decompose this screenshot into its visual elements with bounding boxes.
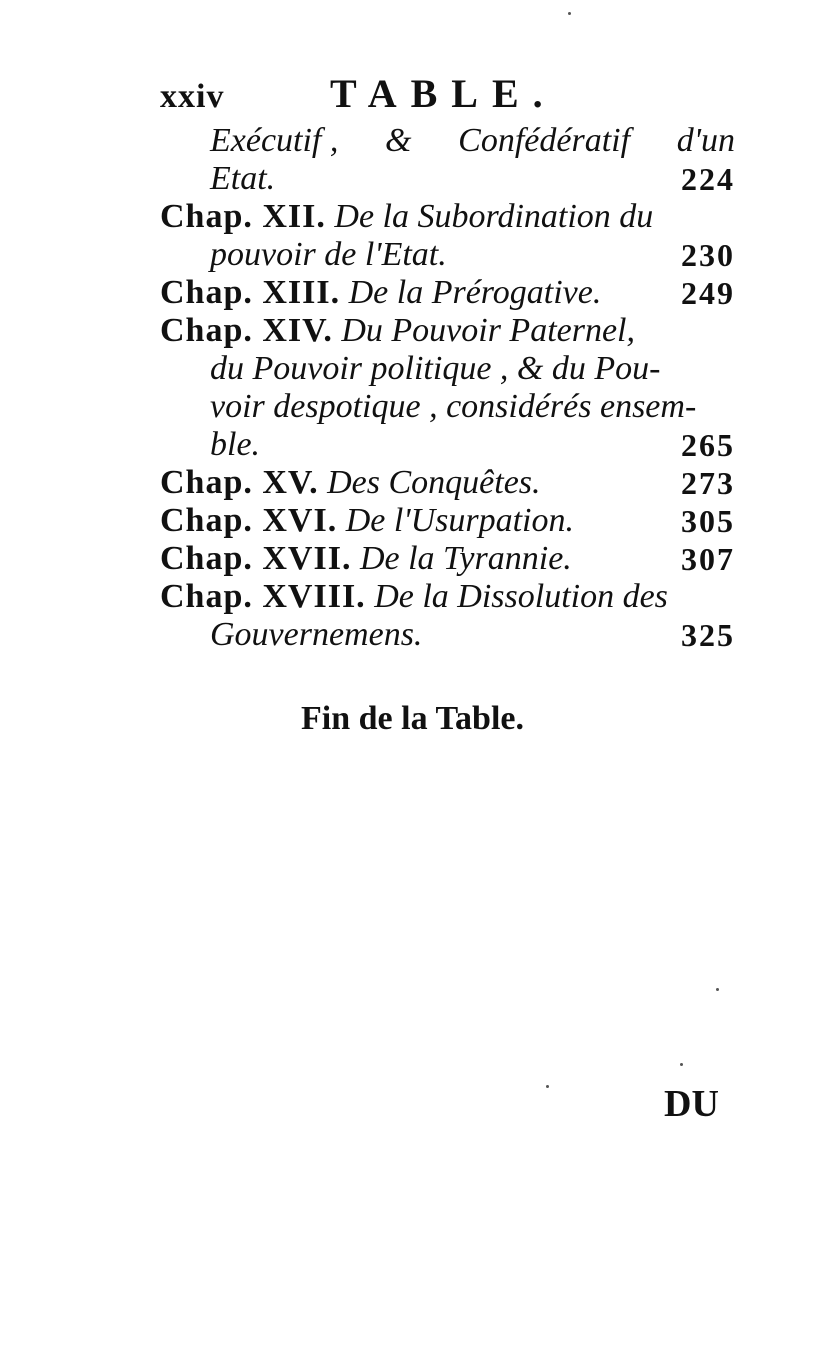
toc-page-number: 273: [681, 465, 735, 501]
toc-title: Des Conquêtes.: [327, 464, 541, 501]
toc-title: voir despotique , considérés ensem-: [210, 388, 697, 425]
closing-line: Fin de la Table.: [301, 700, 524, 737]
toc-line: [160, 160, 735, 198]
toc-entry: [160, 502, 735, 540]
toc-line: [160, 198, 735, 236]
page-number: xxiv: [160, 78, 225, 115]
toc-page-number: 224: [681, 161, 735, 197]
toc-title: du Pouvoir politique , & du Pou-: [210, 350, 661, 387]
toc-entry: [160, 122, 735, 198]
toc-line: [160, 578, 735, 616]
chapter-label: Chap. XV.: [160, 464, 319, 501]
page-header: [160, 70, 740, 120]
toc-title: De la Tyrannie.: [359, 540, 572, 577]
toc-line: [160, 274, 735, 312]
toc-word: Exécutif ,: [210, 122, 339, 159]
table-of-contents: [160, 122, 735, 654]
toc-word: d'un: [676, 122, 735, 159]
toc-page-number: 230: [681, 237, 735, 273]
chapter-label: Chap. XIII.: [160, 274, 341, 311]
toc-line: [160, 388, 735, 426]
toc-title: Etat.: [210, 160, 276, 197]
toc-title: Gouvernemens.: [210, 616, 423, 653]
running-title: TABLE.: [330, 71, 557, 116]
toc-line: [160, 540, 735, 578]
chapter-label: Chap. XVII.: [160, 540, 352, 577]
toc-line: [160, 122, 735, 160]
paper-speck: [568, 12, 571, 15]
toc-line: [160, 464, 735, 502]
toc-entry: [160, 464, 735, 502]
toc-line: [160, 616, 735, 654]
toc-title: ble.: [210, 426, 261, 463]
toc-title: pouvoir de l'Etat.: [210, 236, 447, 273]
toc-entry: [160, 540, 735, 578]
toc-page-number: 249: [681, 275, 735, 311]
toc-page-number: 265: [681, 427, 735, 463]
toc-title: De l'Usurpation.: [345, 502, 574, 539]
toc-title: De la Subordination du: [334, 198, 654, 235]
paper-speck: [680, 1063, 683, 1066]
chapter-label: Chap. XII.: [160, 198, 326, 235]
toc-line: [160, 502, 735, 540]
toc-title: De la Prérogative.: [348, 274, 602, 311]
toc-entry: [160, 198, 735, 274]
toc-page-number: 305: [681, 503, 735, 539]
toc-line: [160, 312, 735, 350]
chapter-label: Chap. XVI.: [160, 502, 338, 539]
chapter-label: Chap. XVIII.: [160, 578, 366, 615]
toc-entry: [160, 274, 735, 312]
toc-line: [160, 236, 735, 274]
catchword: DU: [664, 1083, 719, 1125]
toc-entry: [160, 312, 735, 464]
paper-speck: [716, 988, 719, 991]
toc-page-number: 307: [681, 541, 735, 577]
toc-word: &: [385, 122, 412, 159]
chapter-label: Chap. XIV.: [160, 312, 333, 349]
toc-line: [160, 426, 735, 464]
toc-entry: [160, 578, 735, 654]
toc-line: [160, 350, 735, 388]
toc-title: Du Pouvoir Paternel,: [341, 312, 635, 349]
toc-page-number: 325: [681, 617, 735, 653]
toc-title: De la Dissolution des: [374, 578, 668, 615]
toc-word: Confédératif: [458, 122, 631, 159]
paper-speck: [546, 1085, 549, 1088]
